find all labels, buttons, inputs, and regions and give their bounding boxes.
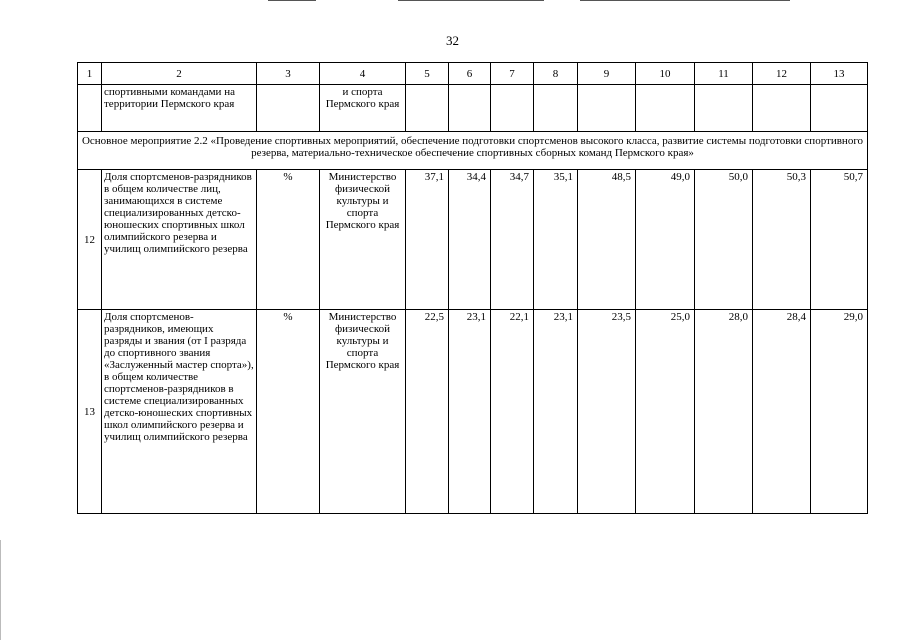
unit-cell bbox=[257, 85, 320, 132]
value-cell bbox=[491, 85, 534, 132]
value-cell: 28,4 bbox=[753, 310, 811, 514]
column-header: 1 bbox=[78, 63, 102, 85]
value-cell bbox=[578, 85, 636, 132]
unit-cell: % bbox=[257, 310, 320, 514]
row-number: 12 bbox=[78, 170, 102, 310]
page-number: 32 bbox=[446, 33, 459, 48]
column-header: 8 bbox=[534, 63, 578, 85]
value-cell bbox=[406, 85, 449, 132]
executor-cell: Министерство физической культуры и спорта Пермского края bbox=[320, 310, 406, 514]
value-cell: 34,4 bbox=[449, 170, 491, 310]
executor-cell: Министерство физической культуры и спорта Пермского края bbox=[320, 170, 406, 310]
scan-top-line-1 bbox=[268, 0, 316, 1]
scan-top-line-2 bbox=[398, 0, 544, 1]
value-cell bbox=[753, 85, 811, 132]
column-header: 9 bbox=[578, 63, 636, 85]
column-header: 13 bbox=[811, 63, 868, 85]
column-header: 6 bbox=[449, 63, 491, 85]
value-cell: 50,7 bbox=[811, 170, 868, 310]
column-header: 11 bbox=[695, 63, 753, 85]
column-header: 2 bbox=[102, 63, 257, 85]
value-cell: 25,0 bbox=[636, 310, 695, 514]
row-number-cell bbox=[78, 85, 102, 132]
table-row bbox=[78, 310, 868, 514]
value-cell: 23,1 bbox=[449, 310, 491, 514]
column-header: 3 bbox=[257, 63, 320, 85]
section-heading-row bbox=[78, 132, 868, 170]
indicators-table bbox=[77, 62, 868, 514]
row-number: 13 bbox=[78, 310, 102, 514]
value-cell bbox=[695, 85, 753, 132]
value-cell: 34,7 bbox=[491, 170, 534, 310]
value-cell: 48,5 bbox=[578, 170, 636, 310]
indicator-cell: спортивными командами на территории Пермского края bbox=[102, 85, 257, 132]
indicator-cell: Доля спортсменов-разрядников, имеющих разряды и звания (от I разряда до спортивного звания «Заслуженный мастер спорта»), в общем количестве спортсменов-разрядников в системе специализированных детско-юношеских спортивных школ олимпийского резерва и училищ олимпийского резерва bbox=[102, 310, 257, 514]
value-cell bbox=[811, 85, 868, 132]
value-cell: 23,5 bbox=[578, 310, 636, 514]
value-cell bbox=[449, 85, 491, 132]
indicator-cell: Доля спортсменов-разрядников в общем количестве лиц, занимающихся в системе специализированных детско-юношеских спортивных школ олимпийского резерва и училищ олимпийского резерва bbox=[102, 170, 257, 310]
value-cell: 23,1 bbox=[534, 310, 578, 514]
continuation-row bbox=[78, 85, 868, 132]
column-number-row bbox=[78, 63, 868, 85]
scan-top-line-3 bbox=[580, 0, 790, 1]
section-heading: Основное мероприятие 2.2 «Проведение спортивных мероприятий, обеспечение подготовки спортсменов высокого класса, развитие системы подготовки спортивного резерва, материально-техническое обеспечение спортивных сборных команд Пермского края» bbox=[78, 132, 868, 170]
column-header: 10 bbox=[636, 63, 695, 85]
value-cell bbox=[534, 85, 578, 132]
value-cell: 49,0 bbox=[636, 170, 695, 310]
value-cell bbox=[636, 85, 695, 132]
executor-cell: и спорта Пермского края bbox=[320, 85, 406, 132]
value-cell: 35,1 bbox=[534, 170, 578, 310]
scan-left-edge-mark bbox=[0, 540, 1, 640]
value-cell: 37,1 bbox=[406, 170, 449, 310]
column-header: 7 bbox=[491, 63, 534, 85]
value-cell: 50,0 bbox=[695, 170, 753, 310]
value-cell: 29,0 bbox=[811, 310, 868, 514]
value-cell: 22,5 bbox=[406, 310, 449, 514]
value-cell: 50,3 bbox=[753, 170, 811, 310]
unit-cell: % bbox=[257, 170, 320, 310]
value-cell: 28,0 bbox=[695, 310, 753, 514]
column-header: 4 bbox=[320, 63, 406, 85]
column-header: 12 bbox=[753, 63, 811, 85]
column-header: 5 bbox=[406, 63, 449, 85]
table-row bbox=[78, 170, 868, 310]
value-cell: 22,1 bbox=[491, 310, 534, 514]
